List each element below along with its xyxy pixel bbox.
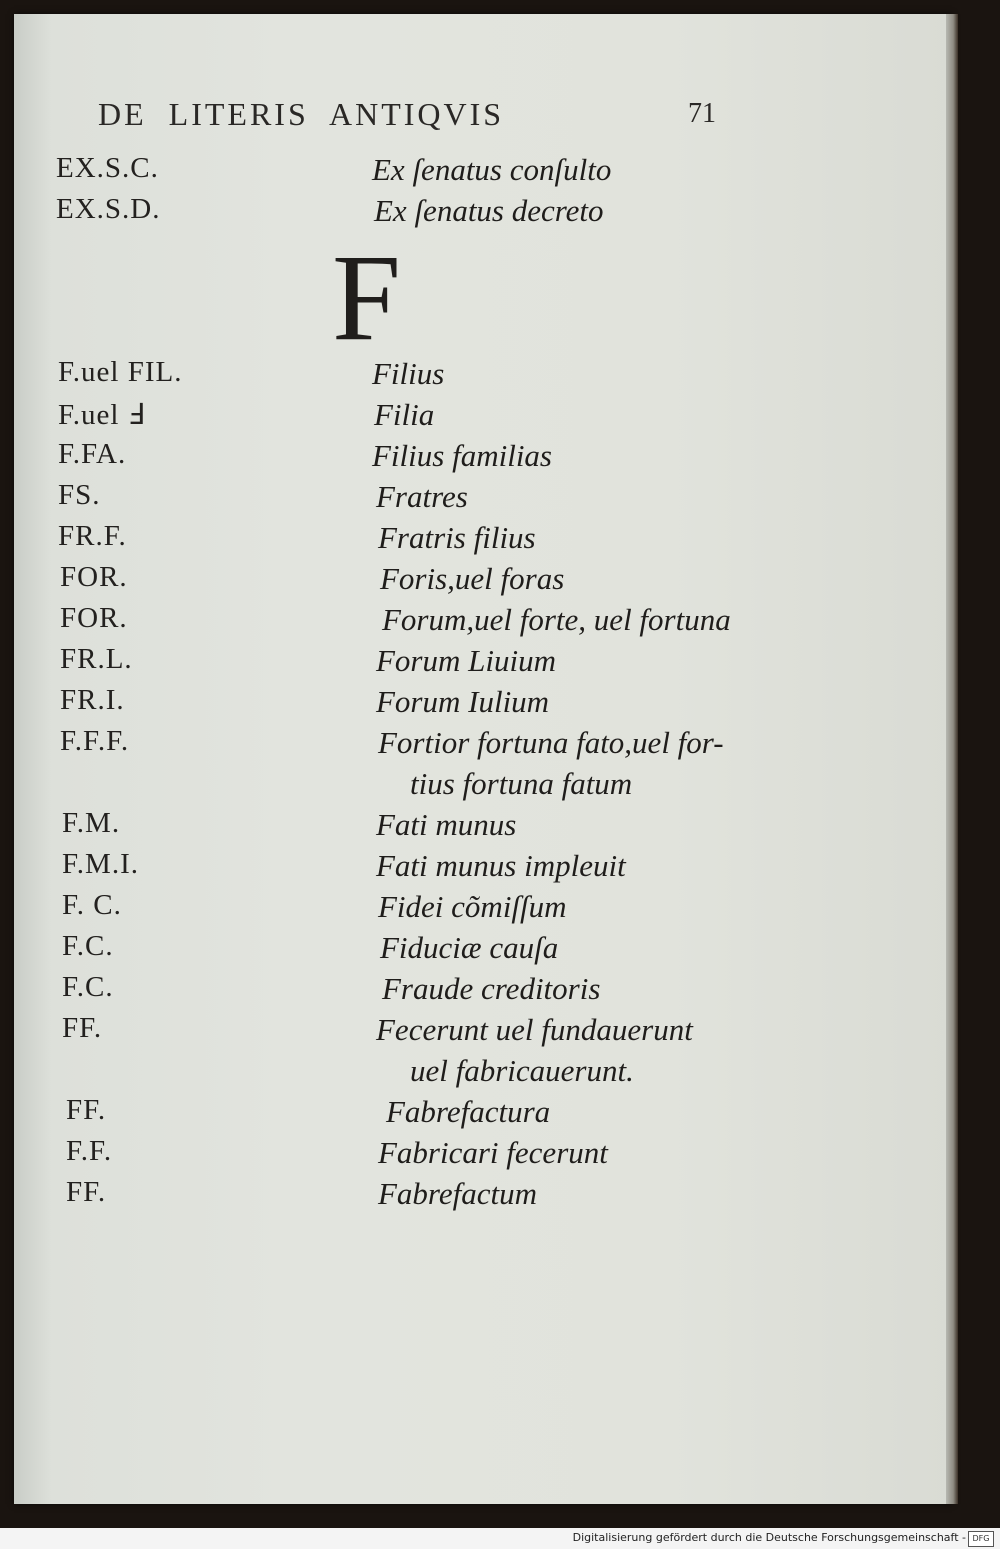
expansion: Fraude creditoris — [382, 971, 601, 1006]
list-item — [0, 438, 930, 478]
expansion: Ex ſenatus decreto — [374, 193, 604, 228]
footer-bar — [0, 1528, 1000, 1549]
expansion: Filius — [372, 356, 445, 391]
list-item — [0, 1135, 930, 1175]
list-item — [0, 1012, 930, 1052]
list-item — [0, 152, 930, 192]
abbreviation: F.F. — [66, 1135, 113, 1167]
abbreviation: FF. — [62, 1012, 103, 1044]
expansion: Fidei cõmiſſum — [378, 889, 567, 924]
expansion: Fati munus impleuit — [376, 848, 626, 883]
expansion: Filia — [374, 397, 435, 432]
list-item — [0, 561, 930, 601]
abbreviation: FR.F. — [58, 520, 127, 552]
abbreviation: EX.S.C. — [56, 152, 159, 184]
abbreviation: F.uel Ⅎ — [58, 399, 146, 431]
list-item — [0, 1176, 930, 1216]
expansion: Filius familias — [372, 438, 552, 473]
list-item — [0, 643, 930, 683]
abbreviation: F.M.I. — [62, 848, 139, 880]
abbreviation: F.C. — [62, 971, 114, 1003]
list-item — [0, 930, 930, 970]
abbreviation: FS. — [58, 479, 101, 511]
list-item — [0, 971, 930, 1011]
list-item — [0, 725, 930, 765]
list-item — [0, 1053, 930, 1093]
expansion: Forum Liuium — [376, 643, 556, 678]
expansion: Fabrefactum — [378, 1176, 537, 1211]
abbreviation: FF. — [66, 1176, 107, 1208]
abbreviation: F.FA. — [58, 438, 127, 470]
expansion: tius fortuna fatum — [410, 766, 633, 801]
page-edge — [946, 14, 958, 1504]
dfg-logo-icon: DFG — [968, 1531, 994, 1547]
expansion: Fecerunt uel fundauerunt — [376, 1012, 693, 1047]
list-item — [0, 356, 930, 396]
expansion: Forum,uel forte, uel fortuna — [382, 602, 731, 637]
expansion: Ex ſenatus conſulto — [372, 152, 612, 187]
abbreviation: F. C. — [62, 889, 122, 921]
list-item — [0, 848, 930, 888]
expansion: Fratres — [376, 479, 468, 514]
abbreviation: F.C. — [62, 930, 114, 962]
expansion: Fati munus — [376, 807, 517, 842]
expansion: Fratris filius — [378, 520, 536, 555]
list-item — [0, 602, 930, 642]
expansion: Fabricari fecerunt — [378, 1135, 608, 1170]
list-item — [0, 684, 930, 724]
expansion: Fiduciæ cauſa — [380, 930, 559, 965]
expansion: Fabrefactura — [386, 1094, 551, 1129]
abbreviation: F.F.F. — [60, 725, 130, 757]
section-initial: F — [332, 229, 401, 366]
abbreviation: FF. — [66, 1094, 107, 1126]
footer-credit: Digitalisierung gefördert durch die Deutsche Forschungsgemeinschaft - — [572, 1531, 966, 1544]
abbreviation: F.M. — [62, 807, 121, 839]
expansion: Foris,uel foras — [380, 561, 565, 596]
list-item — [0, 397, 930, 437]
abbreviation: F.uel FIL. — [58, 356, 183, 388]
list-item — [0, 479, 930, 519]
abbreviation: FOR. — [60, 602, 128, 634]
abbreviation: FOR. — [60, 561, 128, 593]
list-item — [0, 193, 930, 233]
expansion: uel fabricauerunt. — [410, 1053, 634, 1088]
page-number: 71 — [688, 98, 716, 129]
list-item — [0, 766, 930, 806]
list-item — [0, 807, 930, 847]
abbreviation: FR.I. — [60, 684, 125, 716]
list-item — [0, 520, 930, 560]
expansion: Forum Iulium — [376, 684, 550, 719]
list-item — [0, 1094, 930, 1134]
abbreviation: EX.S.D. — [56, 193, 161, 225]
running-head: DE LITERIS ANTIQVIS — [98, 96, 505, 132]
expansion: Fortior fortuna fato,uel for- — [378, 725, 724, 760]
list-item — [0, 889, 930, 929]
abbreviation: FR.L. — [60, 643, 133, 675]
